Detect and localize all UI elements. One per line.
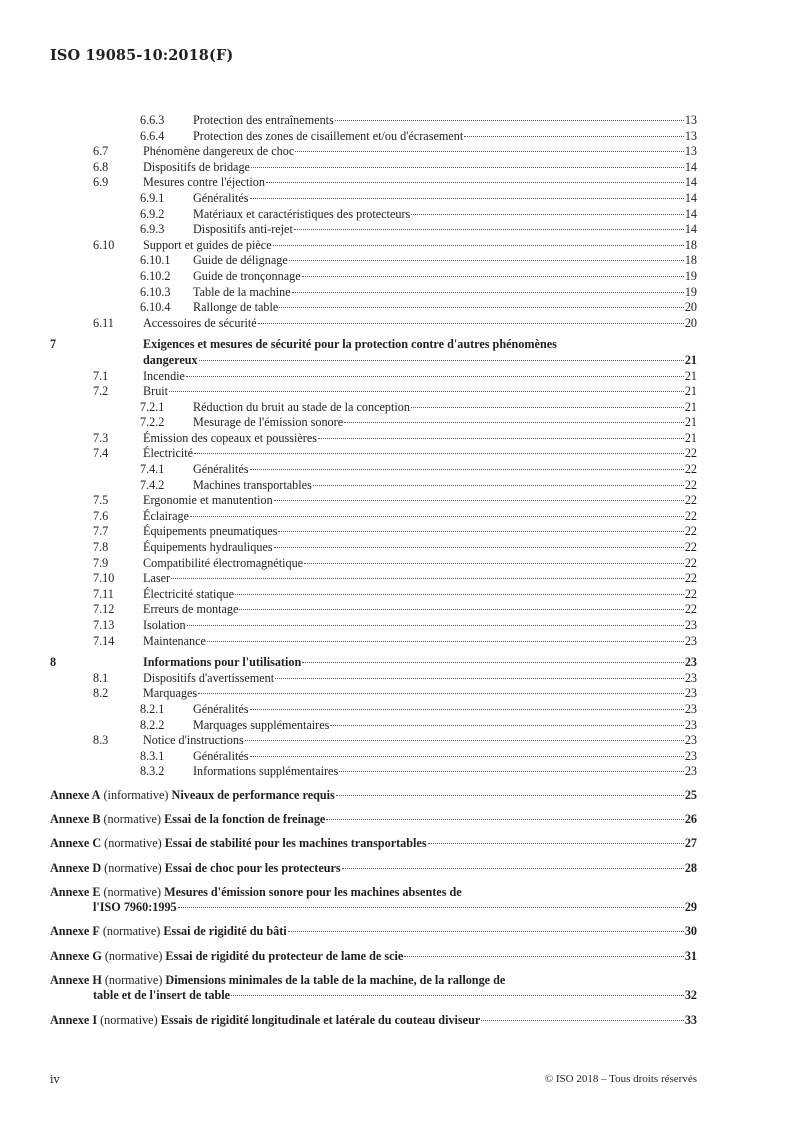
dot-leader [411, 407, 684, 408]
entry-title: Ergonomie et manutention [143, 493, 273, 508]
entry-page: 14 [684, 222, 697, 237]
dot-leader [239, 609, 683, 610]
dot-leader [266, 182, 684, 183]
dot-leader [199, 360, 684, 361]
entry-title: Informations pour l'utilisation [143, 655, 302, 670]
annex-title: Niveaux de performance requis [171, 787, 335, 802]
toc-entry[interactable] [50, 764, 697, 780]
toc-entry[interactable] [50, 671, 697, 687]
toc-annex-entry[interactable] [50, 836, 697, 852]
toc-entry[interactable] [50, 160, 697, 176]
entry-page: 14 [684, 190, 697, 205]
entry-number: 7.2.2 [140, 415, 165, 430]
dot-leader [304, 563, 684, 564]
dot-leader [339, 771, 684, 772]
dot-leader [194, 453, 684, 454]
entry-page: 23 [684, 670, 697, 685]
entry-number: 6.10.2 [140, 268, 171, 283]
dot-leader [171, 578, 684, 579]
entry-title: Émission des copeaux et poussières [143, 430, 317, 445]
toc-annex-entry[interactable] [50, 1013, 697, 1029]
annex-page: 27 [684, 836, 697, 851]
annex-page: 25 [684, 787, 697, 802]
dot-leader [250, 709, 684, 710]
toc-entry[interactable] [50, 300, 697, 316]
toc-entry[interactable] [50, 587, 697, 603]
dot-leader [250, 198, 684, 199]
annex-page: 32 [684, 988, 697, 1003]
entry-number: 7.4.2 [140, 477, 165, 492]
entry-page: 19 [684, 284, 697, 299]
dot-leader [344, 422, 684, 423]
dot-leader [250, 469, 684, 470]
toc-annexes [50, 788, 697, 1028]
table-of-contents [50, 113, 697, 1037]
entry-page: 22 [684, 540, 697, 555]
toc-entry[interactable] [50, 285, 697, 301]
entry-title: Accessoires de sécurité [143, 315, 257, 330]
entry-title: Équipements hydrauliques [143, 540, 273, 555]
annex-page: 29 [684, 900, 697, 915]
copyright-notice: © ISO 2018 – Tous droits réservés [544, 1073, 697, 1085]
toc-entry[interactable] [50, 238, 697, 254]
annex-type: (normative) [104, 860, 162, 875]
dot-leader [274, 500, 684, 501]
dot-leader [231, 995, 684, 996]
toc-entry[interactable] [50, 571, 697, 587]
entry-number: 7.4.1 [140, 462, 165, 477]
entry-title: Guide de tronçonnage [193, 268, 301, 283]
dot-leader [295, 151, 684, 152]
entry-title: Bruit [143, 384, 169, 399]
entry-page: 22 [684, 602, 697, 617]
entry-page: 22 [684, 477, 697, 492]
entry-number: 6.10 [93, 237, 115, 252]
entry-page: 18 [684, 237, 697, 252]
dot-leader [190, 516, 684, 517]
entry-page: 22 [684, 571, 697, 586]
annex-page: 28 [684, 860, 697, 875]
entry-number: 7.4 [93, 446, 109, 461]
entry-title: Rallonge de table [193, 300, 279, 315]
toc-annex-entry[interactable] [50, 861, 697, 877]
entry-number: 7.9 [93, 555, 109, 570]
entry-title: Généralités [193, 701, 249, 716]
page-number: iv [50, 1073, 60, 1086]
entry-title: Exigences et mesures de sécurité pour la protection contre d'autres phénomènes [143, 337, 557, 352]
toc-entry[interactable] [50, 222, 697, 238]
entry-title: Phénomène dangereux de choc [143, 144, 295, 159]
dot-leader [289, 260, 684, 261]
entry-page: 18 [684, 253, 697, 268]
entry-number: 7.2 [93, 384, 109, 399]
entry-page: 23 [684, 618, 697, 632]
entry-page: 21 [684, 368, 697, 383]
annex-title: Essai de rigidité du bâti [163, 924, 287, 939]
dot-leader [273, 245, 684, 246]
annex-title: Essai de rigidité du protecteur de lame de scie [165, 948, 404, 963]
annex-type: (normative) [104, 948, 163, 963]
annex-label: Annexe B [50, 812, 101, 827]
entry-number: 7.10 [93, 571, 115, 586]
toc-entry[interactable] [50, 462, 697, 478]
entry-title: Matériaux et caractéristiques des protecteurs [193, 206, 411, 221]
entry-title: Compatibilité électromagnétique [143, 555, 304, 570]
toc-annex-entry[interactable] [50, 949, 697, 965]
entry-page: 22 [684, 524, 697, 539]
dot-leader [198, 693, 684, 694]
entry-page: 23 [684, 633, 697, 648]
entry-title: Marquages supplémentaires [193, 717, 330, 732]
entry-page: 21 [684, 352, 697, 367]
toc-entry[interactable] [50, 144, 697, 160]
entry-page: 14 [684, 206, 697, 221]
entry-page: 23 [684, 733, 697, 748]
toc-entry[interactable] [50, 540, 697, 556]
toc-chapter-heading[interactable] [50, 337, 697, 353]
toc-entry[interactable] [50, 718, 697, 734]
dot-leader [302, 276, 684, 277]
entry-title: Guide de délignage [193, 253, 288, 268]
document-id-header: ISO 19085-10:2018(F) [50, 47, 234, 64]
toc-section-6 [50, 113, 697, 331]
annex-title: Essai de stabilité pour les machines transportables [164, 836, 427, 851]
toc-annex-entry[interactable] [50, 812, 697, 828]
entry-page: 22 [684, 586, 697, 601]
dot-leader [279, 307, 684, 308]
annex-title-continued: table et de l'insert de table [93, 988, 231, 1003]
dot-leader [178, 907, 684, 908]
entry-page: 21 [684, 384, 697, 399]
entry-number: 6.10.1 [140, 253, 171, 268]
entry-title: Informations supplémentaires [193, 764, 339, 779]
annex-title-continued: l'ISO 7960:1995 [93, 900, 177, 915]
entry-number: 6.7 [93, 144, 109, 159]
entry-number: 6.9 [93, 175, 109, 190]
toc-entry[interactable] [50, 634, 697, 650]
toc-entry[interactable] [50, 446, 697, 462]
annex-type: (normative) [103, 812, 162, 827]
entry-title: Isolation [143, 618, 186, 632]
entry-title: Électricité statique [143, 586, 235, 601]
entry-page: 23 [684, 686, 697, 701]
dot-leader [330, 725, 683, 726]
entry-title: Mesurage de l'émission sonore [193, 415, 344, 430]
annex-label: Annexe H [50, 972, 102, 987]
entry-title: Mesures contre l'éjection [143, 175, 265, 190]
toc-entry[interactable] [50, 129, 697, 145]
entry-page: 22 [684, 446, 697, 461]
annex-page: 33 [684, 1012, 697, 1027]
entry-page: 23 [684, 701, 697, 716]
annex-type: (normative) [104, 972, 163, 987]
dot-leader [326, 819, 683, 820]
entry-title: Généralités [193, 748, 249, 763]
dot-leader [464, 136, 684, 137]
dot-leader [250, 756, 684, 757]
entry-number: 7.1 [93, 368, 109, 383]
dot-leader [186, 376, 684, 377]
entry-page: 22 [684, 493, 697, 508]
toc-entry[interactable] [50, 524, 697, 540]
annex-title: Essais de rigidité longitudinale et latérale du couteau diviseur [160, 1012, 481, 1027]
toc-chapter-heading[interactable] [50, 655, 697, 671]
toc-entry[interactable] [50, 733, 697, 749]
dot-leader [274, 547, 684, 548]
toc-entry[interactable] [50, 493, 697, 509]
entry-number: 6.10.3 [140, 284, 171, 299]
dot-leader [288, 931, 684, 932]
toc-section-8 [50, 655, 697, 780]
dot-leader [258, 323, 684, 324]
entry-title: Protection des zones de cisaillement et/ou d'écrasement [193, 128, 464, 143]
toc-annex-entry[interactable] [50, 973, 697, 1004]
dot-leader [292, 292, 684, 293]
entry-page: 20 [684, 315, 697, 330]
annex-page: 31 [684, 948, 697, 963]
dot-leader [278, 531, 683, 532]
entry-number: 7.6 [93, 508, 109, 523]
dot-leader [428, 843, 684, 844]
entry-page: 21 [684, 399, 697, 414]
entry-number: 6.8 [93, 159, 109, 174]
entry-title: Protection des entraînements [193, 113, 334, 127]
toc-entry[interactable] [50, 509, 697, 525]
entry-title: Électricité [143, 446, 194, 461]
entry-number: 8.2.1 [140, 701, 165, 716]
entry-page: 23 [684, 717, 697, 732]
annex-label: Annexe C [50, 836, 102, 851]
annex-label: Annexe D [50, 860, 102, 875]
entry-number: 8.3.2 [140, 764, 165, 779]
toc-entry[interactable] [50, 556, 697, 572]
entry-number: 7.14 [93, 633, 115, 648]
toc-section-7 [50, 337, 697, 649]
dot-leader [404, 956, 684, 957]
dot-leader [313, 485, 684, 486]
entry-number: 7.12 [93, 602, 115, 617]
entry-title: Dispositifs d'avertissement [143, 670, 275, 685]
dot-leader [411, 214, 684, 215]
entry-number: 6.6.3 [140, 113, 165, 127]
entry-title: Éclairage [143, 508, 190, 523]
entry-number: 7.8 [93, 540, 109, 555]
entry-number: 6.9.2 [140, 206, 165, 221]
entry-number: 7.13 [93, 618, 115, 632]
annex-page: 26 [684, 812, 697, 827]
entry-page: 21 [684, 415, 697, 430]
entry-number: 6.6.4 [140, 128, 165, 143]
entry-number: 7.5 [93, 493, 109, 508]
entry-page: 22 [684, 555, 697, 570]
toc-entry[interactable] [50, 702, 697, 718]
annex-title: Essai de la fonction de freinage [164, 812, 326, 827]
toc-annex-entry[interactable] [50, 924, 697, 940]
dot-leader [294, 229, 684, 230]
entry-number: 7.11 [93, 586, 114, 601]
toc-entry[interactable] [50, 749, 697, 765]
toc-annex-entry[interactable] [50, 788, 697, 804]
toc-entry[interactable] [50, 191, 697, 207]
entry-title: Maintenance [143, 633, 206, 648]
entry-page: 23 [684, 748, 697, 763]
entry-number: 7 [50, 337, 57, 352]
entry-page: 13 [684, 128, 697, 143]
entry-title: dangereux [143, 352, 198, 367]
annex-type: (informative) [103, 787, 169, 802]
dot-leader [187, 625, 684, 626]
toc-entry[interactable] [50, 602, 697, 618]
entry-title: Dispositifs de bridage [143, 159, 250, 174]
entry-title: Machines transportables [193, 477, 312, 492]
dot-leader [169, 391, 684, 392]
entry-number: 8.3 [93, 733, 109, 748]
entry-page: 22 [684, 462, 697, 477]
entry-number: 8.2 [93, 686, 109, 701]
entry-number: 8 [50, 655, 57, 670]
toc-entry[interactable] [50, 175, 697, 191]
entry-number: 6.10.4 [140, 300, 171, 315]
entry-number: 6.9.1 [140, 190, 165, 205]
toc-entry[interactable] [50, 316, 697, 332]
entry-page: 21 [684, 430, 697, 445]
entry-title: Équipements pneumatiques [143, 524, 278, 539]
entry-title: Erreurs de montage [143, 602, 239, 617]
dot-leader [207, 641, 684, 642]
spacer [50, 780, 697, 788]
dot-leader [245, 740, 684, 741]
toc-annex-entry[interactable] [50, 885, 697, 916]
entry-page: 19 [684, 268, 697, 283]
dot-leader [336, 795, 684, 796]
annex-type: (normative) [100, 1012, 158, 1027]
annex-type: (normative) [102, 924, 161, 939]
entry-number: 8.2.2 [140, 717, 165, 732]
entry-number: 6.11 [93, 315, 114, 330]
entry-number: 7.3 [93, 430, 109, 445]
dot-leader [302, 662, 684, 663]
toc-entry[interactable] [50, 478, 697, 494]
annex-title: Essai de choc pour les protecteurs [164, 860, 341, 875]
toc-entry[interactable] [50, 415, 697, 431]
dot-leader [275, 678, 684, 679]
annex-type: (normative) [104, 836, 162, 851]
entry-title: Dispositifs anti-rejet [193, 222, 293, 237]
annex-page: 30 [684, 924, 697, 939]
entry-title: Incendie [143, 368, 185, 383]
entry-number: 8.1 [93, 670, 109, 685]
entry-number: 8.3.1 [140, 748, 165, 763]
annex-label: Annexe E [50, 884, 101, 899]
toc-entry[interactable] [50, 618, 697, 634]
annex-label: Annexe F [50, 924, 100, 939]
annex-label: Annexe G [50, 948, 102, 963]
entry-page: 13 [684, 113, 697, 127]
toc-entry[interactable] [50, 253, 697, 269]
toc-entry[interactable] [50, 400, 697, 416]
annex-label: Annexe I [50, 1012, 98, 1027]
entry-page: 14 [684, 159, 697, 174]
toc-entry[interactable] [50, 207, 697, 223]
annex-title: Dimensions minimales de la table de la machine, de la rallonge de [165, 972, 506, 987]
toc-entry[interactable] [50, 369, 697, 385]
entry-title: Notice d'instructions [143, 733, 244, 748]
dot-leader [235, 594, 684, 595]
dot-leader [251, 167, 684, 168]
toc-entry[interactable] [50, 384, 697, 400]
dot-leader [335, 120, 684, 121]
toc-entry[interactable] [50, 269, 697, 285]
entry-title: Marquages [143, 686, 198, 701]
dot-leader [342, 868, 684, 869]
dot-leader [318, 438, 684, 439]
annex-title: Mesures d'émission sonore pour les machines absentes de [164, 884, 462, 899]
entry-number: 6.9.3 [140, 222, 165, 237]
entry-title: Généralités [193, 190, 249, 205]
annex-type: (normative) [103, 884, 162, 899]
toc-chapter-heading-continued[interactable] [50, 353, 697, 369]
entry-title: Table de la machine [193, 284, 291, 299]
entry-page: 22 [684, 508, 697, 523]
annex-label: Annexe A [50, 787, 101, 802]
entry-title: Réduction du bruit au stade de la conception [193, 399, 410, 414]
entry-page: 23 [684, 764, 697, 779]
entry-number: 7.7 [93, 524, 109, 539]
entry-page: 14 [684, 175, 697, 190]
entry-page: 13 [684, 144, 697, 159]
dot-leader [481, 1020, 684, 1021]
entry-title: Généralités [193, 462, 249, 477]
entry-page: 20 [684, 300, 697, 315]
entry-title: Laser [143, 571, 171, 586]
entry-number: 7.2.1 [140, 399, 165, 414]
toc-entry[interactable] [50, 431, 697, 447]
toc-entry[interactable] [50, 113, 697, 129]
toc-entry[interactable] [50, 686, 697, 702]
entry-page: 23 [684, 655, 697, 670]
entry-title: Support et guides de pièce [143, 237, 272, 252]
